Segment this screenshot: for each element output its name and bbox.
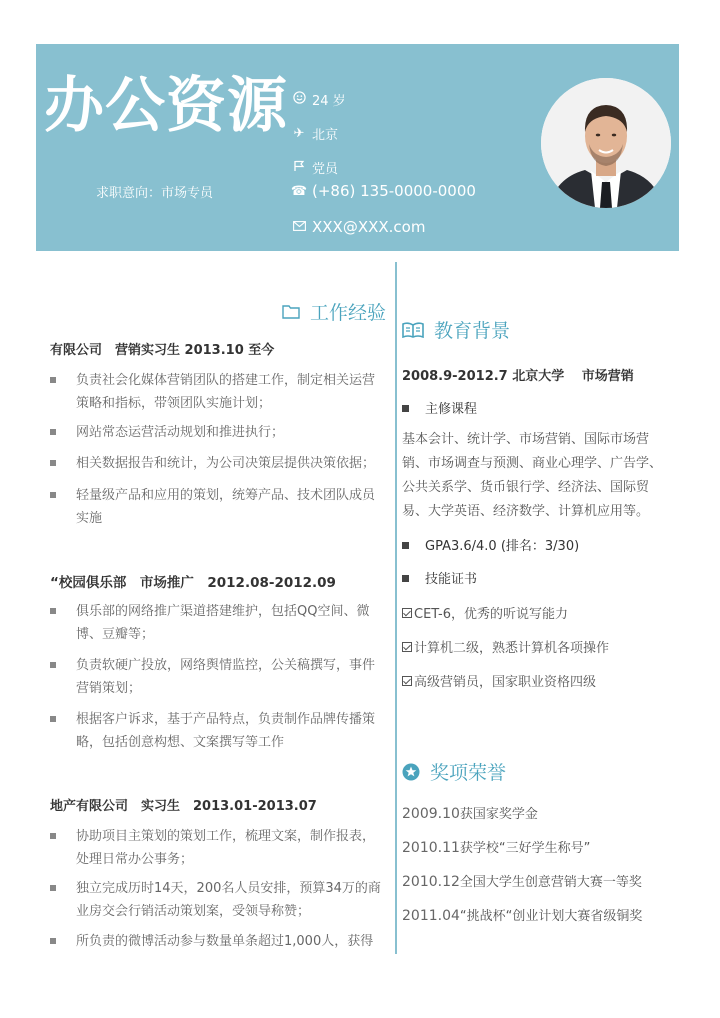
checkbox-icon bbox=[402, 676, 412, 686]
city-row bbox=[290, 124, 338, 143]
phone-text: (+86) 135-0000-0000 bbox=[312, 182, 476, 200]
list-item: 轻量级产品和应用的策划，统筹产品、技术团队成员实施 bbox=[50, 484, 385, 530]
list-item: 协助项目主策划的策划工作，梳理文案，制作报表，处理日常办公事务； bbox=[50, 825, 385, 871]
list-item: 独立完成历时14天，200名人员安排，预算34万的商业房交会行销活动策划案，受领导称赞； bbox=[50, 877, 385, 923]
mail-icon bbox=[290, 220, 308, 235]
education-title-text: 教育背景 bbox=[434, 320, 511, 342]
education-section-title bbox=[402, 316, 510, 343]
job-intent: 求职意向：市场专员 bbox=[96, 186, 214, 201]
award-item: 2009.10获国家奖学金 bbox=[402, 806, 538, 822]
list-item: 负责社会化媒体营销团队的搭建工作，制定相关运营策略和指标，带领团队实施计划； bbox=[50, 369, 385, 415]
gpa-row bbox=[402, 535, 579, 554]
city-text: 北京 bbox=[312, 128, 339, 143]
cert-item: 计算机二级，熟悉计算机各项操作 bbox=[402, 637, 609, 656]
awards-section-title bbox=[402, 758, 506, 785]
job-heading-3: 地产有限公司 实习生 2013.01-2013.07 bbox=[50, 799, 317, 814]
star-icon bbox=[402, 763, 420, 781]
plane-icon: ✈ bbox=[293, 126, 305, 141]
list-item: 相关数据报告和统计，为公司决策层提供决策依据； bbox=[50, 452, 385, 475]
award-item: 2011.04“挑战杯“创业计划大赛省级铜奖 bbox=[402, 908, 643, 924]
smile-icon bbox=[290, 91, 308, 108]
book-icon bbox=[402, 322, 424, 338]
email-text: XXX@XXX.com bbox=[312, 218, 426, 236]
phone-icon: ☎ bbox=[290, 183, 308, 199]
age-row bbox=[290, 90, 346, 109]
age-text: 24 岁 bbox=[312, 94, 346, 109]
list-item: 负责软硬广投放，网络舆情监控，公关稿撰写，事件营销策划； bbox=[50, 654, 385, 700]
education-heading: 2008.9-2012.7 北京大学 市场营销 bbox=[402, 369, 634, 384]
job-heading-1: 有限公司 营销实习生 2013.10 至今 bbox=[50, 343, 275, 358]
courses-text: 基本会计、统计学、市场营销、国际市场营销、市场调查与预测、商业心理学、广告学、公共关系学、货币银行学、经济法、国际贸易、大学英语、经济数学、计算机应用等。 bbox=[402, 432, 663, 519]
work-section-title bbox=[282, 298, 386, 325]
checkbox-icon bbox=[402, 608, 412, 618]
award-item: 2010.12全国大学生创意营销大赛一等奖 bbox=[402, 874, 642, 890]
cert-item: 高级营销员，国家职业资格四级 bbox=[402, 671, 596, 690]
award-item: 2010.11获学校“三好学生称号” bbox=[402, 840, 591, 856]
candidate-name: 办公资源 bbox=[44, 71, 288, 141]
list-item: 网站常态运营活动规划和推进执行； bbox=[50, 421, 385, 444]
job-heading-2: “校园俱乐部 市场推广 2012.08-2012.09 bbox=[50, 575, 336, 591]
party-text: 党员 bbox=[312, 162, 339, 177]
list-item: 俱乐部的网络推广渠道搭建维护，包括QQ空间、微博、豆瓣等； bbox=[50, 600, 385, 646]
courses-label-row bbox=[402, 398, 477, 417]
party-row bbox=[290, 158, 338, 177]
skills-label: 技能证书 bbox=[425, 572, 478, 587]
flag-icon bbox=[290, 160, 308, 176]
list-item: 所负责的微博活动参与数量单条超过1,000人，获得 bbox=[50, 930, 385, 953]
cert-item: CET-6，优秀的听说写能力 bbox=[402, 603, 568, 622]
avatar bbox=[541, 78, 671, 208]
gpa-text: GPA3.6/4.0 (排名：3/30) bbox=[425, 539, 580, 554]
awards-title-text: 奖项荣誉 bbox=[430, 762, 507, 784]
header-banner bbox=[36, 44, 679, 251]
column-divider bbox=[395, 262, 397, 954]
skills-label-row bbox=[402, 568, 477, 587]
work-title-text: 工作经验 bbox=[310, 302, 387, 324]
email-row bbox=[290, 218, 425, 236]
folder-icon bbox=[282, 304, 300, 319]
phone-row bbox=[290, 182, 476, 200]
list-item: 根据客户诉求，基于产品特点，负责制作品牌传播策略，包括创意构想、文案撰写等工作 bbox=[50, 708, 385, 754]
checkbox-icon bbox=[402, 642, 412, 652]
courses-label: 主修课程 bbox=[425, 402, 478, 417]
